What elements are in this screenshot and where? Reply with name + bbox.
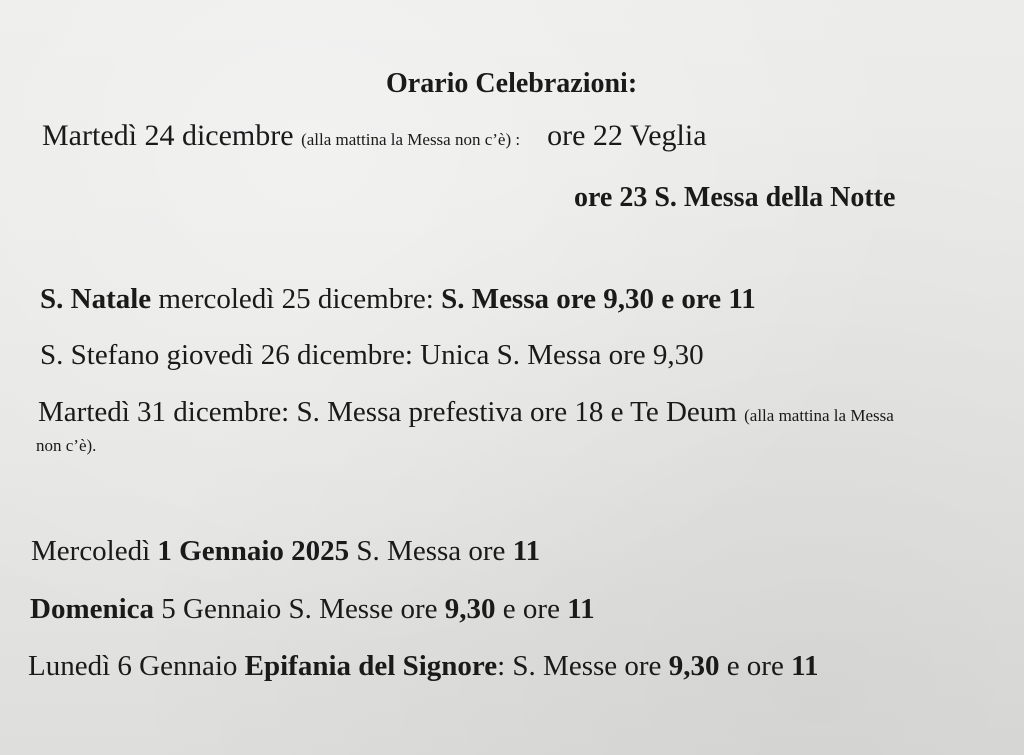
dec24-line: [42, 121, 707, 151]
jan5-day: Domenica: [30, 593, 155, 625]
dec24-note: (alla mattina la Messa non c’è) :: [301, 130, 521, 149]
jan1-day: Mercoledì: [31, 535, 151, 567]
dec31-text: Martedì 31 dicembre: S. Messa prefestiva ore 18 e Te Deum: [38, 396, 737, 428]
jan6-line: [28, 652, 819, 681]
jan5-time1: 9,30: [444, 593, 496, 625]
jan1-mass: S. Messa ore: [356, 535, 506, 567]
dec31-line: [38, 398, 894, 427]
jan1-time: 11: [512, 535, 541, 567]
dec31-note: (alla mattina la Messa: [744, 406, 894, 425]
jan6-time1: 9,30: [668, 650, 720, 682]
jan6-feast: Epifania del Signore: [244, 650, 498, 682]
dec31-note-cont: non c’è).: [36, 436, 97, 455]
natale-name: S. Natale: [40, 283, 152, 315]
jan5-time2: 11: [567, 593, 595, 625]
natale-masses: S. Messa ore 9,30 e ore 11: [441, 283, 756, 315]
jan6-and: e ore: [726, 650, 784, 682]
jan1-date: 1 Gennaio 2025: [157, 535, 350, 567]
stefano-line: S. Stefano giovedì 26 dicembre: Unica S. Messa ore 9,30: [40, 339, 704, 371]
dec24-day: Martedì 24 dicembre: [42, 119, 294, 152]
dec24-time2: ore 23 S. Messa della Notte: [574, 182, 896, 213]
jan1-line: [31, 537, 540, 566]
dec24-time1: ore 22 Veglia: [547, 119, 707, 152]
natale-line: [40, 285, 756, 314]
jan6-day: Lunedì 6 Gennaio: [28, 650, 238, 682]
jan5-date: 5 Gennaio S. Messe ore: [161, 593, 438, 625]
natale-date: mercoledì 25 dicembre:: [158, 283, 434, 315]
jan6-time2: 11: [791, 650, 819, 682]
jan5-and: e ore: [502, 593, 560, 625]
page-title: Orario Celebrazioni:: [386, 68, 638, 99]
jan6-masses: : S. Messe ore: [497, 650, 662, 682]
jan5-line: [30, 595, 595, 624]
